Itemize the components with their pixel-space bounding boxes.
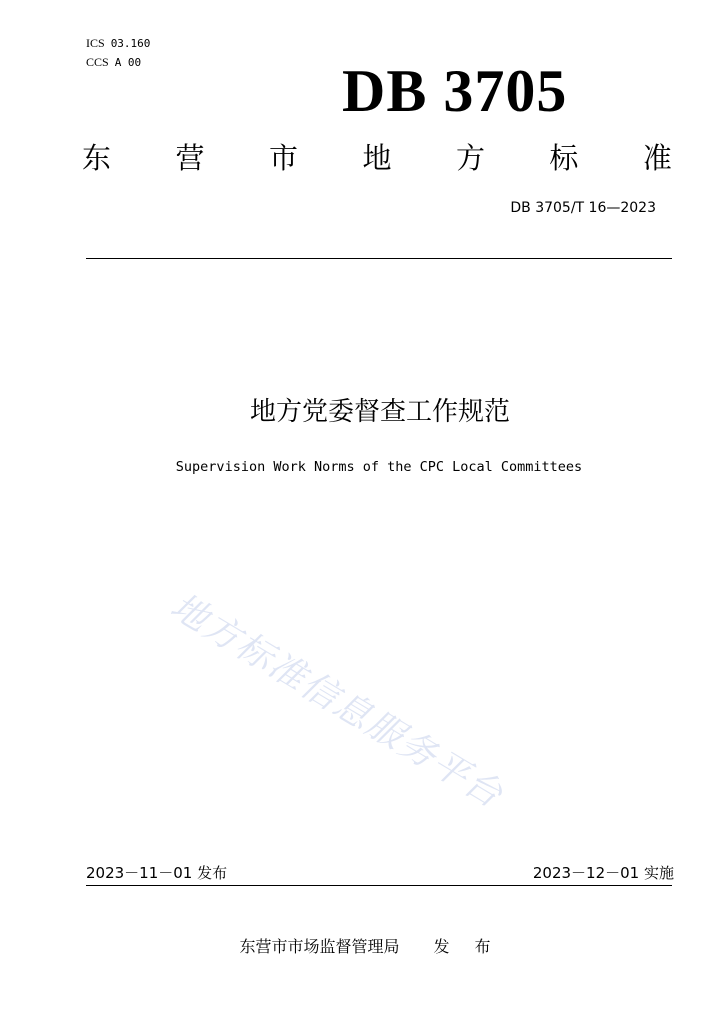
standard-type-char: 营 [175,141,205,175]
issuer-name: 东营市市场监督管理局 [239,937,400,956]
document-title-cn: 地方党委督查工作规范 [249,397,510,427]
ics-code: 03.160 [110,37,151,50]
standard-number: DB 3705/T 16—2023 [510,200,656,216]
document-title-en: Supervision Work Norms of the CPC Local Committees [175,459,583,475]
footer-divider [86,885,672,886]
ccs-code: A 00 [114,56,142,69]
ccs-label: CCS [86,55,109,69]
standard-type-char: 东 [82,141,112,175]
standard-code: DB 3705 [342,58,568,124]
ics-classification [86,36,150,51]
standard-type-char: 地 [362,141,392,175]
watermark: 地方标准信息服务平台 [163,585,511,817]
standard-type-char: 标 [549,141,579,175]
release-date: 2023－11－01 发布 [86,864,228,882]
ccs-classification [86,55,141,70]
issuer-action: 发 布 [433,937,501,956]
standard-type-char: 市 [268,141,298,175]
standard-type-char: 方 [455,141,485,175]
standard-type-char: 准 [642,141,672,175]
header-divider [86,258,672,259]
ics-label: ICS [86,36,105,50]
standard-type [82,138,672,178]
issuer-line [0,936,724,958]
implement-date: 2023－12－01 实施 [532,864,674,882]
